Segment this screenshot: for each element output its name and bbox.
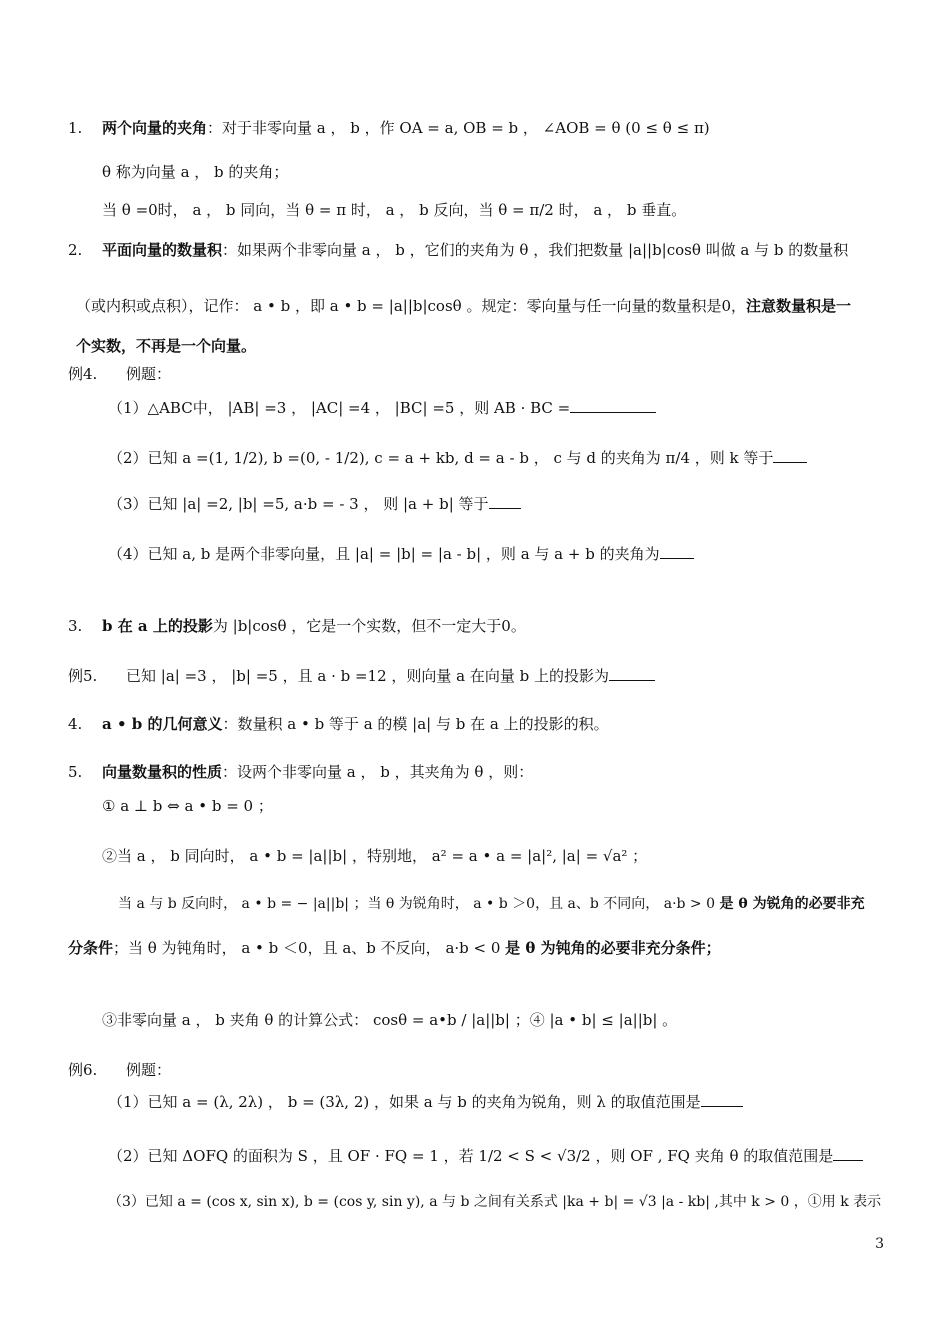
example-label: 例题： <box>126 365 172 383</box>
answer-blank <box>570 398 656 413</box>
section-number: 1. <box>68 119 83 137</box>
section-number: 4. <box>68 715 83 733</box>
section-title: 平面向量的数量积 <box>102 241 223 259</box>
answer-blank <box>701 1092 743 1107</box>
example-4-question-1 <box>108 398 656 418</box>
example-4-question-4 <box>108 544 694 564</box>
section-title: b 在 a 上的投影 <box>102 617 213 635</box>
answer-blank <box>833 1146 863 1161</box>
section-title: 两个向量的夹角 <box>102 119 208 137</box>
example-number: 例4. <box>68 365 98 383</box>
question-text: （4）已知 a, b 是两个非零向量，且 |a| = |b| = |a - b| ，则 a 与 a + b 的夹角为 <box>108 545 660 563</box>
section-2-line-1 <box>68 240 848 260</box>
example-number: 例5. <box>68 667 98 685</box>
bold-note: 注意数量积是一 <box>746 297 852 315</box>
property-1: ① a ⊥ b ⇔ a • b = 0 ； <box>102 797 273 815</box>
example-6-question-3: （3）已知 a = (cos x, sin x), b = (cos y, sin y), a 与 b 之间有关系式 |ka + b| = √3 |a - kb| ,其中 k > 0 ，①用 k 表示 <box>108 1194 882 1210</box>
section-text: 为 |b|cosθ ，它是一个实数，但不一定大于0。 <box>212 617 526 635</box>
section-4-line-1 <box>68 714 609 734</box>
bold-note: 分条件 <box>68 939 114 957</box>
example-6-question-1 <box>108 1092 743 1112</box>
answer-blank <box>489 494 521 509</box>
section-number: 5. <box>68 763 83 781</box>
property-3 <box>118 894 865 914</box>
section-title: a • b 的几何意义 <box>102 715 223 733</box>
answer-blank <box>609 666 655 681</box>
section-text: ：对于非零向量 a ， b ，作 OA = a, OB = b ， ∠AOB = θ (0 ≤ θ ≤ π) <box>207 119 710 137</box>
bold-note: 是 θ 为钝角的必要非充分条件； <box>505 939 721 957</box>
property-3-continued <box>68 938 721 958</box>
section-number: 3. <box>68 617 83 635</box>
example-6-header <box>68 1060 171 1080</box>
question-text: 已知 |a| =3 ， |b| =5 ，且 a · b =12 ，则向量 a 在向量 b 上的投影为 <box>126 667 610 685</box>
question-text: （1）△ABC中， |AB| =3 ， |AC| =4 ， |BC| =5 ，则 AB · BC = <box>108 399 571 417</box>
section-1-line-3: 当 θ =0时， a ， b 同向，当 θ = π 时， a ， b 反向，当 θ = π/2 时， a ， b 垂直。 <box>102 201 687 219</box>
section-2-line-3: 个实数，不再是一个向量。 <box>76 337 257 355</box>
question-text: （3）已知 |a| =2, |b| =5, a·b = - 3 ， 则 |a + b| 等于 <box>108 495 489 513</box>
answer-blank <box>660 544 694 559</box>
section-2-line-2 <box>76 296 851 316</box>
answer-blank <box>773 448 807 463</box>
page-number: 3 <box>875 1236 884 1252</box>
question-text: （1）已知 a = (λ, 2λ) ， b = (3λ, 2) ，如果 a 与 b 的夹角为锐角，则 λ 的取值范围是 <box>108 1093 701 1111</box>
example-label: 例题： <box>126 1061 172 1079</box>
section-text: （或内积或点积），记作： a • b ，即 a • b = |a||b|cosθ 。规定：零向量与任一向量的数量积是0， <box>76 297 747 315</box>
section-title: 向量数量积的性质 <box>102 763 223 781</box>
example-4-question-2 <box>108 448 807 468</box>
property-text: 当 a 与 b 反向时， a • b = − |a||b| ；当 θ 为锐角时， a • b ＞0，且 a、b 不同向， a·b > 0 <box>118 896 720 912</box>
section-1-line-2: θ 称为向量 a ， b 的夹角； <box>102 163 289 181</box>
section-text: ：设两个非零向量 a ， b ，其夹角为 θ ，则： <box>222 763 534 781</box>
bold-note: 是 θ 为锐角的必要非充 <box>719 896 865 912</box>
property-4-formula: ③非零向量 a ， b 夹角 θ 的计算公式： cosθ = a•b / |a||b| ；④ |a • b| ≤ |a||b| 。 <box>102 1011 678 1029</box>
section-text: ：数量积 a • b 等于 a 的模 |a| 与 b 在 a 上的投影的积。 <box>222 715 609 733</box>
example-4-question-3 <box>108 494 521 514</box>
example-5 <box>68 666 655 686</box>
example-number: 例6. <box>68 1061 98 1079</box>
section-5-line-1 <box>68 762 533 782</box>
property-2: ②当 a ， b 同向时， a • b = |a||b| ，特别地， a² = a • a = |a|², |a| = √a² ； <box>102 847 648 865</box>
section-text: ：如果两个非零向量 a ， b ，它们的夹角为 θ ，我们把数量 |a||b|cosθ 叫做 a 与 b 的数量积 <box>222 241 849 259</box>
section-number: 2. <box>68 241 83 259</box>
property-text: ；当 θ 为钝角时， a • b ＜0，且 a、b 不反向， a·b < 0 <box>113 939 506 957</box>
example-6-question-2 <box>108 1146 863 1166</box>
example-4-header <box>68 364 171 384</box>
section-3-line-1 <box>68 616 526 636</box>
question-text: （2）已知 ΔOFQ 的面积为 S ，且 OF · FQ = 1 ，若 1/2 < S < √3/2 ，则 OF , FQ 夹角 θ 的取值范围是 <box>108 1147 834 1165</box>
section-1-line-1 <box>68 118 710 138</box>
question-text: （2）已知 a =(1, 1/2), b =(0, - 1/2), c = a + kb, d = a - b ， c 与 d 的夹角为 π/4 ，则 k 等于 <box>108 449 774 467</box>
